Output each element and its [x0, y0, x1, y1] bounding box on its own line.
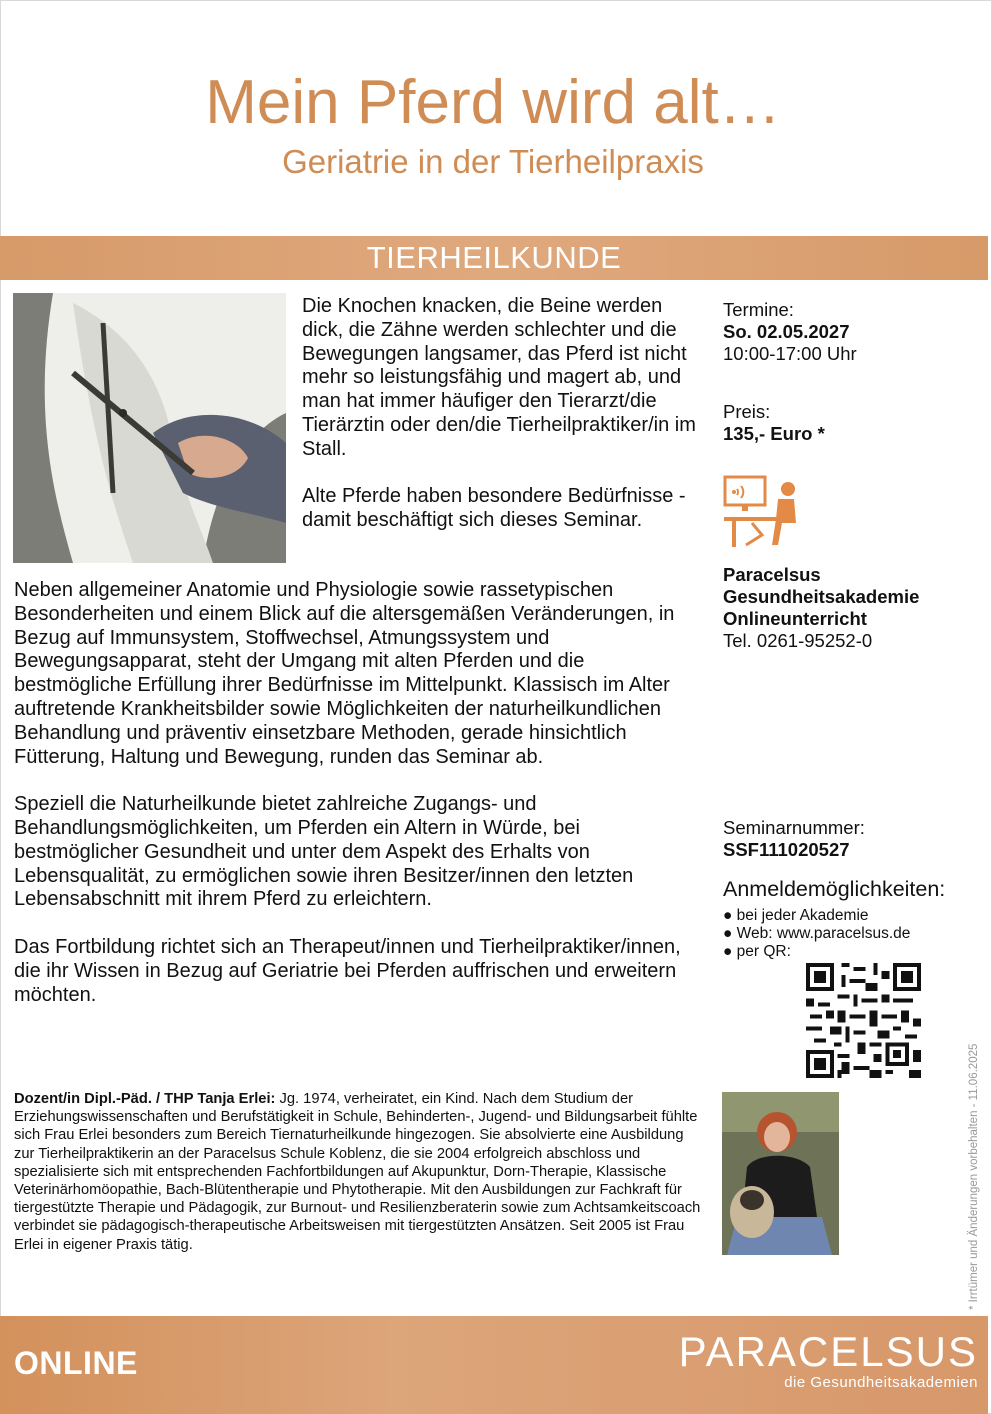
dozent-block — [14, 1090, 704, 1254]
akademie-phone: Tel. 0261-95252-0 — [723, 630, 873, 651]
termine-time: 10:00-17:00 Uhr — [723, 343, 857, 364]
page-title: Mein Pferd wird alt… — [205, 68, 781, 137]
intro-paragraph-1: Die Knochen knacken, die Beine werden dick, die Zähne werden schlechter und die Bewegungen langsamer, das Pferd ist nicht mehr so leistungsfähig und magert ab, und man hat immer häufiger den Tierarzt/die Tierärztin oder den/die Tierheilpraktiker/in im Stall. — [302, 295, 696, 460]
seminar-block — [723, 817, 978, 861]
dozent-name: Dozent/in Dipl.-Päd. / THP Tanja Erlei: — [14, 1091, 276, 1107]
preis-value: 135,- Euro * — [723, 423, 825, 444]
akademie-line-3: Onlineunterricht — [723, 608, 867, 629]
preis-label: Preis: — [723, 401, 771, 422]
body-paragraph-2: Speziell die Naturheilkunde bietet zahlreiche Zugangs- und Behandlungsmöglichkeiten, um Pferden ein Altern in Würde, bei bestmöglicher Gesundheit und unter dem Aspekt des Erhalts von Lebensqualität, zu ermöglichen sowie ihren Besitzer/innen den letzten Lebensabschnitt mit ihrem Pferd zu erleichtern. — [14, 793, 634, 911]
body-paragraph-3: Das Fortbildung richtet sich an Therapeut/innen und Tierheilpraktiker/innen, die ihr Wissen in Bezug auf Geriatrie bei Pferden auffrischen und erweitern möchten. — [14, 935, 681, 1006]
intro-text — [302, 295, 702, 557]
brand-tagline: die Gesundheitsakademien — [784, 1374, 978, 1391]
intro-paragraph-2: Alte Pferde haben besondere Bedürfnisse - damit beschäftigt sich dieses Seminar. — [302, 485, 686, 532]
akademie-block — [723, 564, 978, 652]
akademie-line-2: Gesundheitsakademie — [723, 586, 920, 607]
category-band: TIERHEILKUNDE — [0, 236, 988, 280]
brand-name: PARACELSUS — [678, 1328, 978, 1375]
termine-label: Termine: — [723, 299, 794, 320]
seminar-label: Seminarnummer: — [723, 817, 865, 838]
page-subtitle: Geriatrie in der Tierheilpraxis — [282, 143, 704, 180]
disclaimer-note: * Irrtümer und Änderungen vorbehalten - 11.06.2025 — [968, 1043, 980, 1310]
online-lesson-icon — [722, 473, 804, 555]
akademie-line-1: Paracelsus — [723, 564, 821, 585]
anmeldung-item-akademie: ● bei jeder Akademie — [723, 907, 869, 924]
anmeldung-title: Anmeldemöglichkeiten: — [723, 877, 946, 901]
horse-photo — [13, 293, 286, 563]
body-text — [14, 579, 704, 1031]
anmeldung-item-qr: ● per QR: — [723, 943, 791, 960]
preis-block — [723, 401, 978, 445]
anmeldung-list — [723, 907, 910, 961]
dozent-bio: Jg. 1974, verheiratet, ein Kind. Nach dem Studium der Erziehungswissenschaften und Berufstätigkeit in Schule, Behinderten-, Jugend- und Bildungsarbeit fühlte sich Frau Erlei besonders zum Bereich Tiernaturheilkunde hingezogen. Sie absolvierte eine Ausbildung zur Tierheilpraktikerin an der Paracelsus Schule Koblenz, die sie 2004 erfolgreich abschloss und spezialisierte sich mit entsprechenden Fachfortbildungen auf Akupunktur, Dorn-Therapie, Klassische Veterinärhomöopathie, Bach-Blütentherapie und Phytotherapie. Mit den Ausbildungen zur Fachkraft für tiergestützte Therapie und Pädagogik, zur Burnout- und Resilienzberaterin sowie zum Achtsamkeitscoach verbindet sie pädagogisch-therapeutische Arbeitsweisen mit tiergestützten Ansätzen. Seit 2005 ist Frau Erlei in eigener Praxis tätig. — [14, 1091, 701, 1253]
qr-code[interactable] — [806, 963, 921, 1078]
paracelsus-logo[interactable] — [679, 1330, 978, 1392]
body-paragraph-1: Neben allgemeiner Anatomie und Physiologie sowie rassetypischen Besonderheiten und einem Blick auf die altersgemäßen Veränderungen, in Bezug auf Immunsystem, Stoffwechsel, Atmungssystem und Bewegungsapparat, steht der Umgang mit alten Pferden und die bestmögliche Erfüllung ihrer Bedürfnisse im Mittelpunkt. Klassisch im Alter auftretende Krankheitsbilder sowie Möglichkeiten der naturheilkundlichen Behandlung und präventiv einsetzbare Methoden, gerade hinsichtlich Fütterung, Haltung und Bewegung, runden das Seminar ab. — [14, 579, 675, 768]
anmeldung-item-web[interactable]: ● Web: www.paracelsus.de — [723, 925, 911, 942]
footer-online-label: ONLINE — [14, 1345, 138, 1381]
termine-date: So. 02.05.2027 — [723, 321, 850, 342]
dozent-photo — [722, 1092, 839, 1255]
termine-block — [723, 299, 978, 365]
seminar-number: SSF111020527 — [723, 839, 850, 860]
